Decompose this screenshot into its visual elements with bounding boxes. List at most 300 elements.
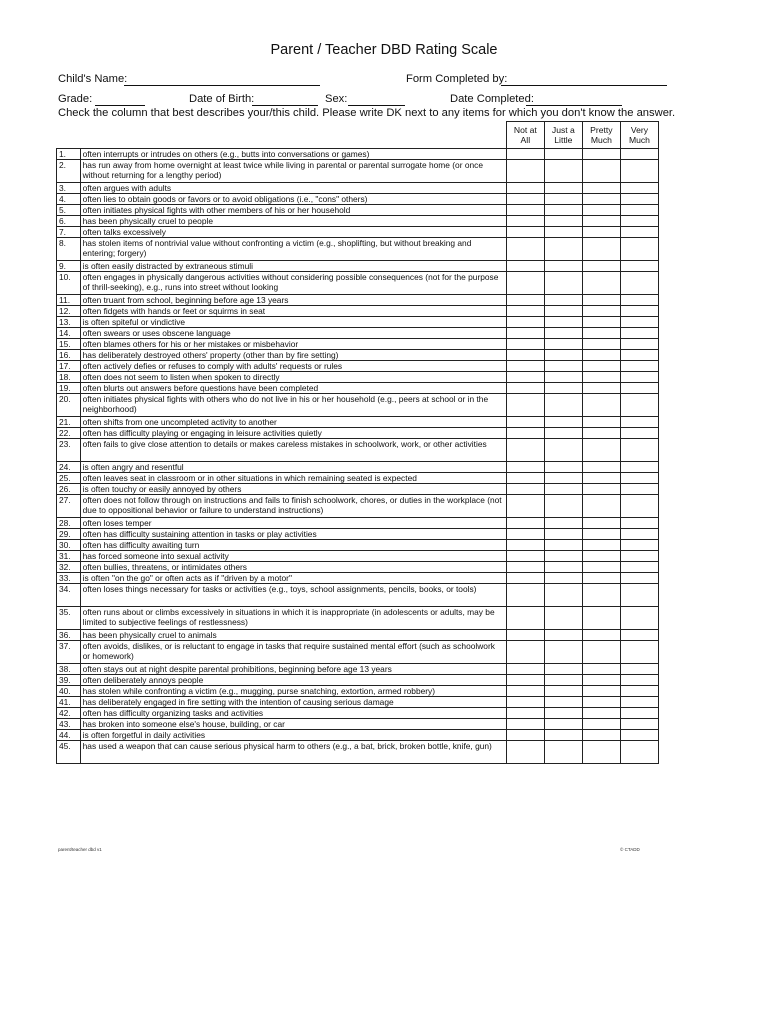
rating-cell-just-a-little[interactable]	[544, 584, 582, 607]
item-row	[57, 741, 659, 764]
rating-cell-very-much[interactable]	[620, 675, 658, 686]
rating-cell-pretty-much[interactable]	[582, 495, 620, 518]
rating-cell-very-much[interactable]	[620, 295, 658, 306]
rating-cell-very-much[interactable]	[620, 484, 658, 495]
item-row	[57, 149, 659, 160]
rating-cell-just-a-little[interactable]	[544, 350, 582, 361]
rating-cell-pretty-much[interactable]	[582, 529, 620, 540]
rating-cell-very-much[interactable]	[620, 317, 658, 328]
rating-cell-not-at-all[interactable]	[506, 462, 544, 473]
item-row	[57, 719, 659, 730]
item-row	[57, 272, 659, 295]
item-number: 37.	[57, 641, 81, 664]
rating-cell-not-at-all[interactable]	[506, 518, 544, 529]
rating-cell-not-at-all[interactable]	[506, 562, 544, 573]
rating-cell-pretty-much[interactable]	[582, 194, 620, 205]
item-number: 8.	[57, 238, 81, 261]
rating-cell-pretty-much[interactable]	[582, 439, 620, 462]
item-row	[57, 194, 659, 205]
rating-cell-not-at-all[interactable]	[506, 205, 544, 216]
item-row	[57, 697, 659, 708]
item-text: is often "on the go" or often acts as if "driven by a motor"	[80, 573, 506, 584]
rating-cell-not-at-all[interactable]	[506, 317, 544, 328]
item-number: 19.	[57, 383, 81, 394]
rating-cell-pretty-much[interactable]	[582, 383, 620, 394]
rating-cell-just-a-little[interactable]	[544, 686, 582, 697]
rating-cell-just-a-little[interactable]	[544, 473, 582, 484]
rating-cell-pretty-much[interactable]	[582, 675, 620, 686]
item-text: often talks excessively	[80, 227, 506, 238]
rating-cell-pretty-much[interactable]	[582, 227, 620, 238]
item-number: 27.	[57, 495, 81, 518]
rating-cell-very-much[interactable]	[620, 149, 658, 160]
rating-cell-not-at-all[interactable]	[506, 607, 544, 630]
rating-cell-not-at-all[interactable]	[506, 551, 544, 562]
item-row	[57, 417, 659, 428]
item-number: 38.	[57, 664, 81, 675]
column-header-not-at-all: Not at All	[506, 122, 544, 149]
item-number: 5.	[57, 205, 81, 216]
item-row	[57, 261, 659, 272]
rating-cell-pretty-much[interactable]	[582, 149, 620, 160]
rating-cell-very-much[interactable]	[620, 216, 658, 227]
item-text: has stolen while confronting a victim (e.g., mugging, purse snatching, extortion, armed robbery)	[80, 686, 506, 697]
rating-cell-pretty-much[interactable]	[582, 473, 620, 484]
rating-cell-just-a-little[interactable]	[544, 484, 582, 495]
rating-cell-very-much[interactable]	[620, 194, 658, 205]
rating-cell-just-a-little[interactable]	[544, 394, 582, 417]
item-row	[57, 641, 659, 664]
item-row	[57, 686, 659, 697]
rating-cell-just-a-little[interactable]	[544, 495, 582, 518]
item-row	[57, 227, 659, 238]
rating-cell-not-at-all[interactable]	[506, 160, 544, 183]
item-number: 18.	[57, 372, 81, 383]
rating-cell-just-a-little[interactable]	[544, 272, 582, 295]
item-text: often does not follow through on instructions and fails to finish schoolwork, chores, or duties in the workplace (not due to oppositional behavior or failure to understand instructions)	[80, 495, 506, 518]
rating-cell-very-much[interactable]	[620, 664, 658, 675]
rating-cell-pretty-much[interactable]	[582, 730, 620, 741]
footer-copyright: © CTADD	[620, 847, 640, 852]
rating-cell-pretty-much[interactable]	[582, 216, 620, 227]
item-row	[57, 630, 659, 641]
item-text: has been physically cruel to people	[80, 216, 506, 227]
rating-cell-just-a-little[interactable]	[544, 317, 582, 328]
item-text: often loses things necessary for tasks or activities (e.g., toys, school assignments, pencils, books, or tools)	[80, 584, 506, 607]
rating-cell-very-much[interactable]	[620, 383, 658, 394]
rating-cell-very-much[interactable]	[620, 462, 658, 473]
item-text: is often forgetful in daily activities	[80, 730, 506, 741]
rating-cell-pretty-much[interactable]	[582, 630, 620, 641]
rating-cell-just-a-little[interactable]	[544, 551, 582, 562]
rating-cell-not-at-all[interactable]	[506, 272, 544, 295]
item-text: often deliberately annoys people	[80, 675, 506, 686]
rating-cell-not-at-all[interactable]	[506, 194, 544, 205]
rating-cell-just-a-little[interactable]	[544, 328, 582, 339]
rating-cell-just-a-little[interactable]	[544, 730, 582, 741]
rating-cell-not-at-all[interactable]	[506, 484, 544, 495]
rating-cell-very-much[interactable]	[620, 697, 658, 708]
rating-cell-pretty-much[interactable]	[582, 394, 620, 417]
item-text: is often angry and resentful	[80, 462, 506, 473]
rating-cell-just-a-little[interactable]	[544, 664, 582, 675]
rating-cell-pretty-much[interactable]	[582, 306, 620, 317]
item-number: 28.	[57, 518, 81, 529]
item-text: often argues with adults	[80, 183, 506, 194]
rating-cell-just-a-little[interactable]	[544, 339, 582, 350]
item-number: 22.	[57, 428, 81, 439]
rating-cell-not-at-all[interactable]	[506, 428, 544, 439]
rating-cell-not-at-all[interactable]	[506, 238, 544, 261]
item-text: often swears or uses obscene language	[80, 328, 506, 339]
rating-cell-very-much[interactable]	[620, 686, 658, 697]
item-text: has used a weapon that can cause serious physical harm to others (e.g., a bat, brick, broken bottle, knife, gun)	[80, 741, 506, 764]
item-row	[57, 484, 659, 495]
rating-cell-pretty-much[interactable]	[582, 205, 620, 216]
item-text: often bullies, threatens, or intimidates others	[80, 562, 506, 573]
item-text: often truant from school, beginning before age 13 years	[80, 295, 506, 306]
item-row	[57, 306, 659, 317]
item-text: often lies to obtain goods or favors or to avoid obligations (i.e., "cons" others)	[80, 194, 506, 205]
rating-cell-very-much[interactable]	[620, 518, 658, 529]
rating-cell-not-at-all[interactable]	[506, 584, 544, 607]
item-number: 43.	[57, 719, 81, 730]
rating-cell-pretty-much[interactable]	[582, 295, 620, 306]
rating-cell-not-at-all[interactable]	[506, 730, 544, 741]
item-number: 4.	[57, 194, 81, 205]
rating-cell-not-at-all[interactable]	[506, 350, 544, 361]
rating-cell-just-a-little[interactable]	[544, 562, 582, 573]
item-number: 40.	[57, 686, 81, 697]
childs-name-label: Child's Name:	[58, 73, 128, 85]
item-row	[57, 462, 659, 473]
rating-cell-not-at-all[interactable]	[506, 261, 544, 272]
item-row	[57, 664, 659, 675]
rating-cell-not-at-all[interactable]	[506, 372, 544, 383]
rating-cell-not-at-all[interactable]	[506, 540, 544, 551]
item-row	[57, 295, 659, 306]
rating-cell-not-at-all[interactable]	[506, 708, 544, 719]
item-number: 15.	[57, 339, 81, 350]
rating-cell-pretty-much[interactable]	[582, 484, 620, 495]
item-text: often interrupts or intrudes on others (e.g., butts into conversations or games)	[80, 149, 506, 160]
item-number: 42.	[57, 708, 81, 719]
rating-cell-very-much[interactable]	[620, 439, 658, 462]
rating-cell-pretty-much[interactable]	[582, 584, 620, 607]
item-text: is often easily distracted by extraneous stimuli	[80, 261, 506, 272]
item-text: has stolen items of nontrivial value without confronting a victim (e.g., shoplifting, but without breaking and entering; forgery)	[80, 238, 506, 261]
rating-cell-not-at-all[interactable]	[506, 394, 544, 417]
rating-cell-very-much[interactable]	[620, 183, 658, 194]
rating-cell-very-much[interactable]	[620, 372, 658, 383]
date-completed-label: Date Completed:	[450, 93, 534, 105]
rating-cell-very-much[interactable]	[620, 741, 658, 764]
item-number: 21.	[57, 417, 81, 428]
rating-cell-pretty-much[interactable]	[582, 573, 620, 584]
rating-cell-just-a-little[interactable]	[544, 518, 582, 529]
item-number: 13.	[57, 317, 81, 328]
rating-cell-not-at-all[interactable]	[506, 473, 544, 484]
rating-cell-very-much[interactable]	[620, 272, 658, 295]
rating-cell-pretty-much[interactable]	[582, 518, 620, 529]
rating-cell-pretty-much[interactable]	[582, 562, 620, 573]
rating-cell-just-a-little[interactable]	[544, 216, 582, 227]
rating-cell-just-a-little[interactable]	[544, 719, 582, 730]
rating-cell-not-at-all[interactable]	[506, 697, 544, 708]
item-row	[57, 361, 659, 372]
item-number: 35.	[57, 607, 81, 630]
rating-cell-very-much[interactable]	[620, 551, 658, 562]
rating-cell-just-a-little[interactable]	[544, 205, 582, 216]
rating-cell-pretty-much[interactable]	[582, 261, 620, 272]
item-number: 6.	[57, 216, 81, 227]
item-text: has run away from home overnight at least twice while living in parental or parental surrogate home (or once without returning for a lengthy period)	[80, 160, 506, 183]
rating-cell-very-much[interactable]	[620, 350, 658, 361]
rating-cell-just-a-little[interactable]	[544, 708, 582, 719]
childs-name-field[interactable]	[124, 85, 320, 86]
rating-cell-not-at-all[interactable]	[506, 216, 544, 227]
column-header-row	[57, 122, 659, 149]
rating-cell-not-at-all[interactable]	[506, 149, 544, 160]
rating-cell-very-much[interactable]	[620, 708, 658, 719]
column-header-just-a-little: Just a Little	[544, 122, 582, 149]
rating-cell-just-a-little[interactable]	[544, 160, 582, 183]
item-text: often stays out at night despite parental prohibitions, beginning before age 13 years	[80, 664, 506, 675]
rating-cell-very-much[interactable]	[620, 160, 658, 183]
rating-cell-very-much[interactable]	[620, 719, 658, 730]
rating-cell-very-much[interactable]	[620, 361, 658, 372]
rating-cell-very-much[interactable]	[620, 540, 658, 551]
rating-cell-pretty-much[interactable]	[582, 183, 620, 194]
item-number: 25.	[57, 473, 81, 484]
item-number: 16.	[57, 350, 81, 361]
rating-cell-not-at-all[interactable]	[506, 495, 544, 518]
item-text: has forced someone into sexual activity	[80, 551, 506, 562]
item-number: 44.	[57, 730, 81, 741]
rating-cell-not-at-all[interactable]	[506, 227, 544, 238]
rating-cell-not-at-all[interactable]	[506, 664, 544, 675]
rating-cell-pretty-much[interactable]	[582, 372, 620, 383]
item-number: 1.	[57, 149, 81, 160]
item-row	[57, 573, 659, 584]
item-row	[57, 708, 659, 719]
rating-cell-just-a-little[interactable]	[544, 383, 582, 394]
rating-cell-pretty-much[interactable]	[582, 350, 620, 361]
rating-cell-pretty-much[interactable]	[582, 317, 620, 328]
item-number: 9.	[57, 261, 81, 272]
item-row	[57, 607, 659, 630]
rating-cell-pretty-much[interactable]	[582, 462, 620, 473]
rating-cell-pretty-much[interactable]	[582, 328, 620, 339]
rating-cell-very-much[interactable]	[620, 238, 658, 261]
item-number: 20.	[57, 394, 81, 417]
date-completed-field[interactable]	[526, 105, 622, 106]
rating-cell-very-much[interactable]	[620, 328, 658, 339]
rating-cell-just-a-little[interactable]	[544, 675, 582, 686]
rating-cell-not-at-all[interactable]	[506, 295, 544, 306]
rating-cell-just-a-little[interactable]	[544, 630, 582, 641]
rating-cell-pretty-much[interactable]	[582, 741, 620, 764]
rating-cell-very-much[interactable]	[620, 573, 658, 584]
rating-cell-not-at-all[interactable]	[506, 573, 544, 584]
rating-cell-very-much[interactable]	[620, 473, 658, 484]
rating-cell-pretty-much[interactable]	[582, 428, 620, 439]
rating-cell-just-a-little[interactable]	[544, 261, 582, 272]
rating-cell-very-much[interactable]	[620, 730, 658, 741]
rating-cell-just-a-little[interactable]	[544, 149, 582, 160]
rating-cell-very-much[interactable]	[620, 417, 658, 428]
item-row	[57, 518, 659, 529]
item-text: often leaves seat in classroom or in other situations in which remaining seated is expected	[80, 473, 506, 484]
rating-cell-pretty-much[interactable]	[582, 697, 620, 708]
rating-cell-just-a-little[interactable]	[544, 697, 582, 708]
item-text: often actively defies or refuses to comply with adults' requests or rules	[80, 361, 506, 372]
date-of-birth-field[interactable]	[252, 105, 318, 106]
rating-cell-pretty-much[interactable]	[582, 551, 620, 562]
item-row	[57, 394, 659, 417]
rating-cell-pretty-much[interactable]	[582, 641, 620, 664]
rating-cell-just-a-little[interactable]	[544, 372, 582, 383]
rating-cell-pretty-much[interactable]	[582, 160, 620, 183]
item-text: often shifts from one uncompleted activity to another	[80, 417, 506, 428]
item-number: 14.	[57, 328, 81, 339]
sex-field[interactable]	[348, 105, 405, 106]
rating-cell-just-a-little[interactable]	[544, 573, 582, 584]
rating-cell-pretty-much[interactable]	[582, 238, 620, 261]
item-row	[57, 551, 659, 562]
item-text: often initiates physical fights with other members of his or her household	[80, 205, 506, 216]
rating-cell-just-a-little[interactable]	[544, 194, 582, 205]
rating-cell-just-a-little[interactable]	[544, 741, 582, 764]
rating-cell-very-much[interactable]	[620, 227, 658, 238]
item-number: 31.	[57, 551, 81, 562]
item-row	[57, 439, 659, 462]
item-number: 11.	[57, 295, 81, 306]
rating-cell-just-a-little[interactable]	[544, 238, 582, 261]
rating-cell-pretty-much[interactable]	[582, 361, 620, 372]
rating-cell-not-at-all[interactable]	[506, 675, 544, 686]
rating-cell-very-much[interactable]	[620, 584, 658, 607]
rating-cell-very-much[interactable]	[620, 495, 658, 518]
rating-cell-pretty-much[interactable]	[582, 417, 620, 428]
item-text: often does not seem to listen when spoken to directly	[80, 372, 506, 383]
rating-cell-not-at-all[interactable]	[506, 383, 544, 394]
item-text: often fidgets with hands or feet or squirms in seat	[80, 306, 506, 317]
rating-cell-pretty-much[interactable]	[582, 607, 620, 630]
item-text: has been physically cruel to animals	[80, 630, 506, 641]
rating-cell-very-much[interactable]	[620, 630, 658, 641]
rating-cell-not-at-all[interactable]	[506, 328, 544, 339]
item-number: 32.	[57, 562, 81, 573]
rating-cell-not-at-all[interactable]	[506, 306, 544, 317]
rating-cell-just-a-little[interactable]	[544, 439, 582, 462]
item-row	[57, 238, 659, 261]
rating-cell-just-a-little[interactable]	[544, 540, 582, 551]
form-completed-by-label: Form Completed by:	[406, 73, 508, 85]
rating-cell-just-a-little[interactable]	[544, 361, 582, 372]
date-of-birth-label: Date of Birth:	[189, 93, 255, 105]
rating-cell-very-much[interactable]	[620, 306, 658, 317]
rating-cell-not-at-all[interactable]	[506, 439, 544, 462]
rating-cell-very-much[interactable]	[620, 529, 658, 540]
rating-cell-just-a-little[interactable]	[544, 428, 582, 439]
item-row	[57, 529, 659, 540]
item-number: 3.	[57, 183, 81, 194]
item-number: 23.	[57, 439, 81, 462]
rating-cell-not-at-all[interactable]	[506, 361, 544, 372]
rating-cell-not-at-all[interactable]	[506, 417, 544, 428]
rating-cell-very-much[interactable]	[620, 562, 658, 573]
form-completed-by-field[interactable]	[501, 85, 667, 86]
grade-label: Grade:	[58, 93, 93, 105]
item-number: 41.	[57, 697, 81, 708]
item-text: often loses temper	[80, 518, 506, 529]
item-number: 10.	[57, 272, 81, 295]
rating-cell-just-a-little[interactable]	[544, 529, 582, 540]
rating-cell-not-at-all[interactable]	[506, 339, 544, 350]
rating-cell-not-at-all[interactable]	[506, 719, 544, 730]
rating-cell-not-at-all[interactable]	[506, 630, 544, 641]
item-row	[57, 160, 659, 183]
rating-cell-not-at-all[interactable]	[506, 641, 544, 664]
rating-cell-just-a-little[interactable]	[544, 417, 582, 428]
footer-version: parent/teacher dbd v1	[58, 847, 102, 852]
grade-field[interactable]	[95, 105, 145, 106]
item-text: often has difficulty organizing tasks and activities	[80, 708, 506, 719]
rating-cell-very-much[interactable]	[620, 205, 658, 216]
rating-cell-not-at-all[interactable]	[506, 741, 544, 764]
rating-cell-just-a-little[interactable]	[544, 641, 582, 664]
rating-cell-very-much[interactable]	[620, 394, 658, 417]
rating-cell-just-a-little[interactable]	[544, 607, 582, 630]
rating-cell-not-at-all[interactable]	[506, 686, 544, 697]
item-text: often avoids, dislikes, or is reluctant to engage in tasks that require sustained mental effort (such as schoolwork or homework)	[80, 641, 506, 664]
item-row	[57, 183, 659, 194]
column-header-very-much: Very Much	[620, 122, 658, 149]
form-title: Parent / Teacher DBD Rating Scale	[270, 42, 498, 58]
item-number: 26.	[57, 484, 81, 495]
rating-cell-very-much[interactable]	[620, 339, 658, 350]
rating-cell-very-much[interactable]	[620, 261, 658, 272]
rating-cell-just-a-little[interactable]	[544, 306, 582, 317]
rating-cell-very-much[interactable]	[620, 428, 658, 439]
rating-cell-pretty-much[interactable]	[582, 339, 620, 350]
rating-cell-pretty-much[interactable]	[582, 540, 620, 551]
item-text: often has difficulty awaiting turn	[80, 540, 506, 551]
rating-cell-pretty-much[interactable]	[582, 708, 620, 719]
item-text: often fails to give close attention to details or makes careless mistakes in schoolwork, work, or other activities	[80, 439, 506, 462]
rating-cell-pretty-much[interactable]	[582, 686, 620, 697]
item-row	[57, 372, 659, 383]
rating-cell-just-a-little[interactable]	[544, 227, 582, 238]
rating-cell-pretty-much[interactable]	[582, 664, 620, 675]
item-text: often engages in physically dangerous activities without considering possible consequences (not for the purpose of thrill-seeking), e.g., runs into street without looking	[80, 272, 506, 295]
rating-cell-not-at-all[interactable]	[506, 529, 544, 540]
rating-table	[56, 121, 659, 764]
item-text: is often touchy or easily annoyed by others	[80, 484, 506, 495]
rating-cell-not-at-all[interactable]	[506, 183, 544, 194]
item-number: 2.	[57, 160, 81, 183]
rating-cell-just-a-little[interactable]	[544, 183, 582, 194]
rating-cell-pretty-much[interactable]	[582, 272, 620, 295]
rating-cell-just-a-little[interactable]	[544, 462, 582, 473]
rating-cell-pretty-much[interactable]	[582, 719, 620, 730]
rating-cell-very-much[interactable]	[620, 641, 658, 664]
rating-cell-very-much[interactable]	[620, 607, 658, 630]
rating-cell-just-a-little[interactable]	[544, 295, 582, 306]
column-header-pretty-much: Pretty Much	[582, 122, 620, 149]
item-row	[57, 675, 659, 686]
